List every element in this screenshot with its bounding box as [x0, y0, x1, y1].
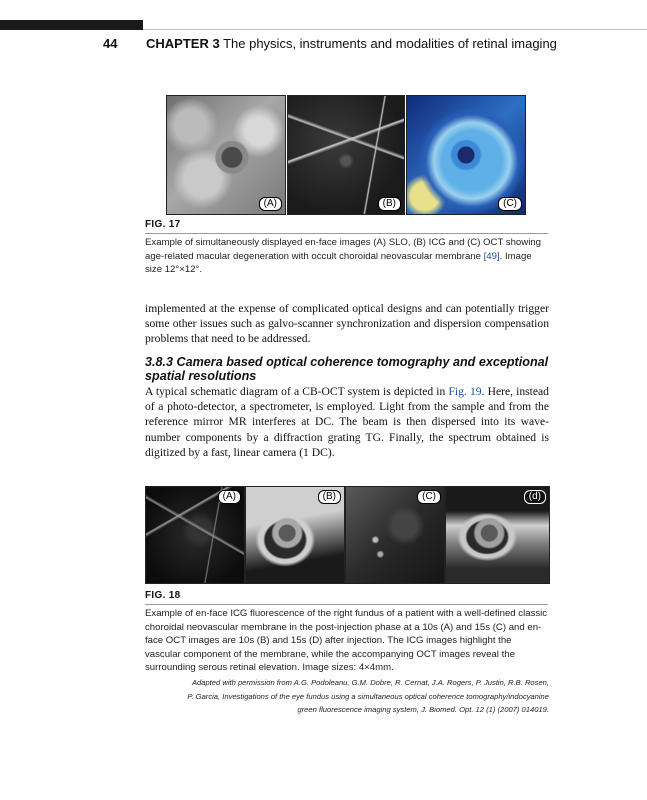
fig18-rule — [145, 604, 548, 605]
panel-label-b: (B) — [378, 197, 401, 211]
fig17-panel-b-icg — [287, 95, 405, 215]
chapter-heading — [146, 36, 557, 51]
credit-line-3: green fluorescence imaging system, J. Biomed. Opt. 12 (1) (2007) 014019. — [297, 705, 549, 714]
fig17-panel-a-slo — [166, 95, 286, 215]
page-number: 44 — [103, 36, 118, 51]
fig18-caption: Example of en-face ICG fluorescence of the right fundus of a patient with a well-defined classic choroidal neovascular membrane in the post-injection phase at a 10s (A) and 15s (C) and en-face OCT images are 10s (B) and 15s (D) after injection. The ICG images highlight the vascular component of the membrane, while the accompanying OCT images reveal the surrounding serous retinal elevation. Image sizes: 4×4mm. — [145, 608, 548, 673]
header-bar — [0, 20, 143, 30]
body-paragraph-1: implemented at the expense of complicated optical designs and can potentially trigger some other issues such as galvo-scanner synchronization and dispersion compensation problems that need to be addressed. — [145, 302, 549, 346]
fig19-reference-link[interactable]: Fig. 19 — [448, 385, 482, 398]
credit-line-1: Adapted with permission from A.G. Podoleanu, G.M. Dobre, R. Cernat, J.A. Rogers, P. Justin, R.B. Rosen, — [191, 678, 549, 687]
fig18-panel-a — [145, 486, 245, 584]
section-text-b: . Here, instead of a photo-detector, a spectrometer, is employed. Light from the sample and from the reference mirror MR interferes at DC. The beam is then dispersed into its wave-number components by a diffraction grating TG. Finally, the spectrum obtained is digitized by a fast, linear camera (1 DC). — [145, 385, 549, 459]
fig18-label: FIG. 18 — [145, 590, 181, 601]
fig17-label: FIG. 17 — [145, 219, 181, 230]
panel-label-a: (A) — [218, 490, 241, 504]
fig17-rule — [145, 233, 548, 234]
header-rule — [143, 29, 647, 30]
fig17-caption-tail: . Image size 12°×12°. — [145, 250, 532, 275]
section-heading-line2: spatial resolutions — [145, 369, 257, 383]
panel-label-a: (A) — [259, 197, 282, 211]
chapter-title: The physics, instruments and modalities of retinal imaging — [223, 36, 557, 51]
panel-label-c: (C) — [417, 490, 441, 504]
section-text-a: A typical schematic diagram of a CB-OCT system is depicted in — [145, 385, 446, 398]
fig18-panel-d — [445, 486, 550, 584]
panel-label-c: (C) — [498, 197, 522, 211]
panel-label-d: (d) — [524, 490, 546, 504]
credit-line-2: P. Garcia, Investigations of the eye fundus using a simultaneous optical coherence tomography/indocyanine — [187, 691, 549, 701]
fig17-caption-text: Example of simultaneously displayed en-face images (A) SLO, (B) ICG and (C) OCT showing age-related macular degeneration with occult choroidal neovascular membrane — [145, 237, 541, 262]
chapter-number: CHAPTER 3 — [146, 36, 220, 51]
section-heading-line1: 3.8.3 Camera based optical coherence tomography and exceptional — [145, 355, 549, 369]
section-heading — [145, 355, 549, 383]
fig18-panel-b — [245, 486, 345, 584]
fig17-panel-c-oct — [406, 95, 526, 215]
fig17-caption — [145, 236, 549, 277]
fig18-panel-c — [345, 486, 445, 584]
fig17-reference-link[interactable]: [49] — [483, 250, 500, 262]
fig18-credit — [145, 676, 549, 717]
panel-label-b: (B) — [318, 490, 341, 504]
body-paragraph-2 — [145, 384, 549, 460]
